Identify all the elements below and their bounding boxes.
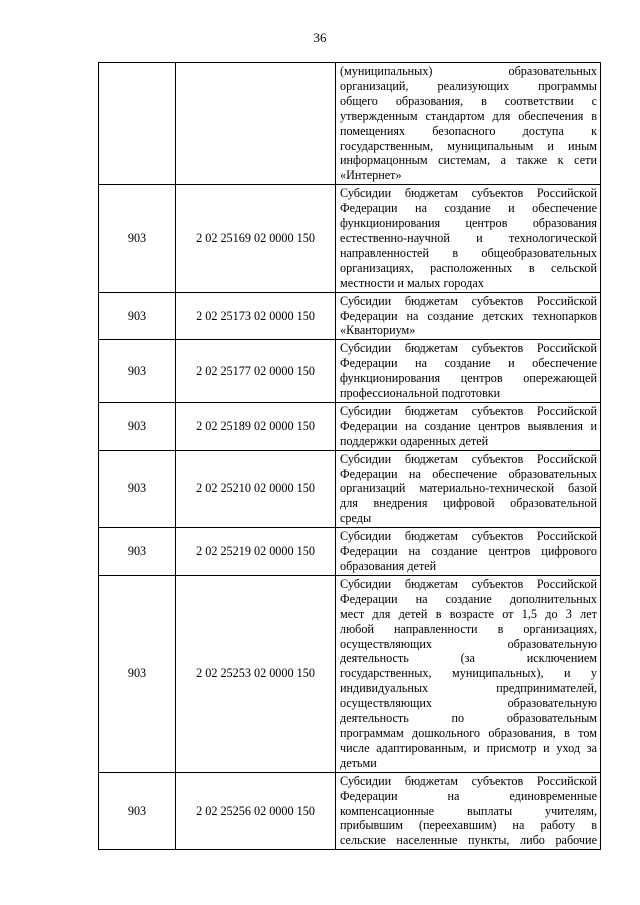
revenue-description-cell [336, 575, 601, 772]
description-line: любой направленности в организациях, [340, 621, 597, 636]
description-line: функционирования центров образования [340, 216, 597, 231]
revenue-description-cell [336, 528, 601, 576]
description-line: организаций, реализующих программы [340, 78, 597, 93]
revenue-description-cell [336, 772, 601, 850]
description-line: прибывшим (переехавшим) на работу в [340, 818, 597, 833]
description-line: осуществляющих образовательную [340, 696, 597, 711]
budget-classification-code-cell: 2 02 25189 02 0000 150 [176, 402, 336, 450]
description-line: программам дошкольного образования, в том [340, 725, 597, 740]
description-line: компенсационные выплаты учителям, [340, 803, 597, 818]
table-row [99, 528, 601, 576]
description-line: Федерации на создание центров цифрового [340, 544, 597, 559]
table-row [99, 63, 601, 185]
budget-classification-code-cell: 2 02 25253 02 0000 150 [176, 575, 336, 772]
table-row [99, 450, 601, 528]
admin-code-cell: 903 [99, 772, 176, 850]
description-line: числе адаптированным, и присмотр и уход за [340, 740, 597, 755]
description-line: информацонным системам, а также к сети [340, 153, 597, 168]
admin-code-cell: 903 [99, 292, 176, 340]
budget-classification-code-cell: 2 02 25177 02 0000 150 [176, 340, 336, 403]
table-row [99, 772, 601, 850]
description-line: Субсидии бюджетам субъектов Российской [340, 529, 597, 544]
description-line: индивидуальных предпринимателей, [340, 681, 597, 696]
description-line: Федерации на создание и обеспечение [340, 201, 597, 216]
description-line: Субсидии бюджетам субъектов Российской [340, 576, 597, 591]
description-line: «Кванториум» [340, 323, 416, 338]
description-line: Федерации на создание и обеспечение [340, 356, 597, 371]
description-line: (муниципальных) образовательных [340, 64, 597, 78]
revenue-description-cell [336, 402, 601, 450]
description-line: функционирования центров опережающей [340, 371, 597, 386]
description-line: «Интернет» [340, 168, 402, 183]
description-line: организаций материально-технической базой [340, 481, 597, 496]
revenue-description-cell [336, 185, 601, 292]
description-line: государственным, муниципальным и иным [340, 138, 597, 153]
budget-revenue-table [98, 62, 601, 850]
description-line: утвержденным стандартом для обеспечения в [340, 108, 597, 123]
description-line: Субсидии бюджетам субъектов Российской [340, 293, 597, 308]
admin-code-cell: 903 [99, 575, 176, 772]
description-line: Субсидии бюджетам субъектов Российской [340, 773, 597, 788]
description-line: Федерации на создание детских технопарков [340, 308, 597, 323]
revenue-description-cell [336, 340, 601, 403]
description-line: среды [340, 511, 372, 526]
description-line: естественно-научной и технологической [340, 230, 597, 245]
description-line: Федерации на единовременные [340, 788, 597, 803]
budget-classification-code-cell: 2 02 25210 02 0000 150 [176, 450, 336, 528]
description-line: Федерации на создание центров выявления и [340, 418, 597, 433]
description-line: для внедрения цифровой образовательной [340, 496, 597, 511]
admin-code-cell: 903 [99, 185, 176, 292]
description-line: Субсидии бюджетам субъектов Российской [340, 403, 597, 418]
budget-classification-code-cell: 2 02 25173 02 0000 150 [176, 292, 336, 340]
description-line: деятельность (за исключением [340, 651, 597, 666]
description-line: Субсидии бюджетам субъектов Российской [340, 451, 597, 466]
table-row [99, 292, 601, 340]
table-row [99, 402, 601, 450]
description-line: общего образования, в соответствии с [340, 93, 597, 108]
description-line: направленностей в общеобразовательных [340, 245, 597, 260]
admin-code-cell [99, 63, 176, 185]
description-line: организациях, расположенных в сельской [340, 260, 597, 275]
admin-code-cell: 903 [99, 340, 176, 403]
description-line: Субсидии бюджетам субъектов Российской [340, 186, 597, 201]
admin-code-cell: 903 [99, 402, 176, 450]
revenue-description-cell [336, 63, 601, 185]
description-line: мест для детей в возрасте от 1,5 до 3 лет [340, 606, 597, 621]
description-line: деятельность по образовательным [340, 711, 597, 726]
admin-code-cell: 903 [99, 528, 176, 576]
table-body [99, 63, 601, 850]
page-number: 36 [313, 30, 327, 45]
table-row [99, 185, 601, 292]
description-line: образования детей [340, 559, 437, 573]
table-row [99, 340, 601, 403]
budget-classification-code-cell: 2 02 25219 02 0000 150 [176, 528, 336, 576]
description-line: профессиональной подготовки [340, 386, 501, 401]
description-line: Федерации на создание дополнительных [340, 591, 597, 606]
revenue-description-cell [336, 292, 601, 340]
description-line: поддержки одаренных детей [340, 433, 489, 448]
description-line: местности и малых городах [340, 275, 484, 290]
description-line: Субсидии бюджетам субъектов Российской [340, 341, 597, 356]
budget-classification-code-cell: 2 02 25169 02 0000 150 [176, 185, 336, 292]
description-line: сельские населенные пункты, либо рабочие [340, 833, 597, 848]
description-line: детьми [340, 755, 377, 770]
budget-classification-code-cell: 2 02 25256 02 0000 150 [176, 772, 336, 850]
revenue-description-cell [336, 450, 601, 528]
description-line: Федерации на обеспечение образовательных [340, 466, 597, 481]
admin-code-cell: 903 [99, 450, 176, 528]
description-line: помещениях безопасного доступа к [340, 123, 597, 138]
description-line: государственных, муниципальных), и у [340, 666, 597, 681]
budget-classification-code-cell [176, 63, 336, 185]
description-line: осуществляющих образовательную [340, 636, 597, 651]
table-row [99, 575, 601, 772]
